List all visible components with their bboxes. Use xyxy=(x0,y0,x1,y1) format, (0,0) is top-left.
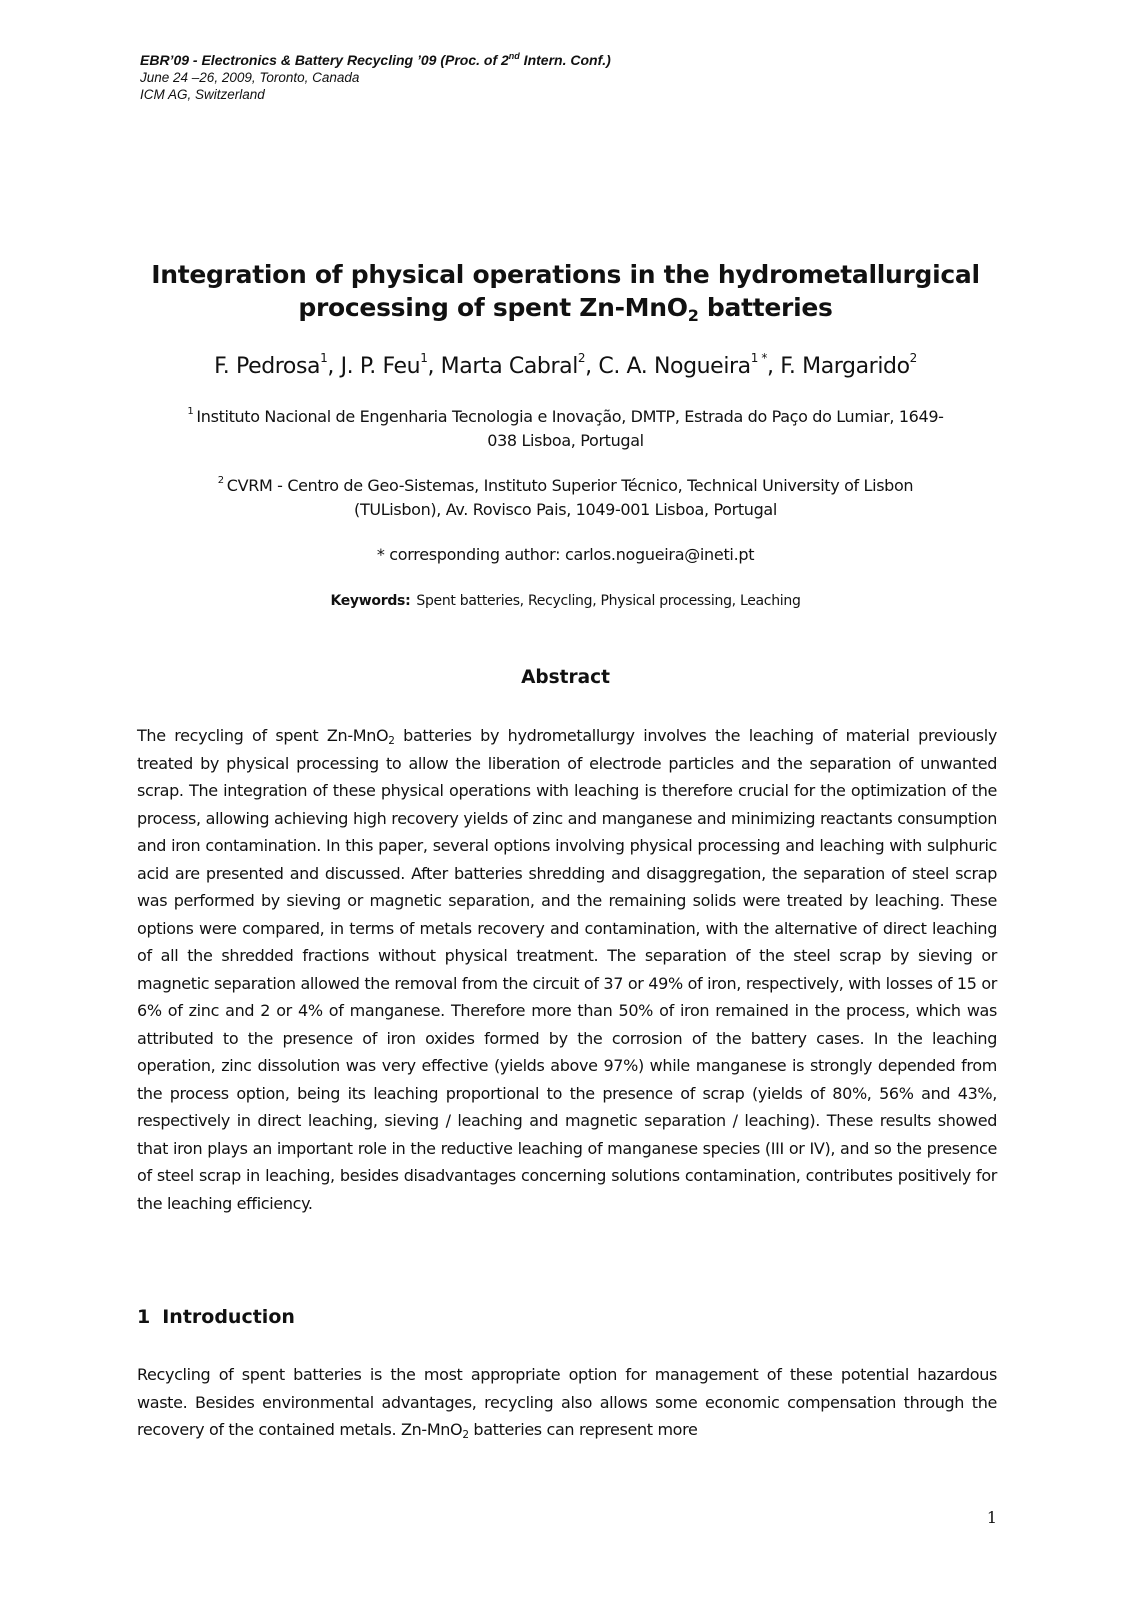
page-number: 1 xyxy=(986,1508,997,1527)
author-separator: , xyxy=(585,354,599,379)
affiliation-2-line2: (TULisbon), Av. Rovisco Pais, 1049-001 Lisboa, Portugal xyxy=(354,500,777,519)
author-affiliation-mark: 1 xyxy=(420,351,428,365)
abstract-body xyxy=(137,722,997,1217)
paper-title-line1: Integration of physical operations in the hydrometallurgical xyxy=(151,260,980,289)
author-name: F. Margarido xyxy=(780,354,910,379)
author-list xyxy=(0,353,1131,381)
keywords xyxy=(0,591,1131,611)
author-affiliation-mark: 1 xyxy=(320,351,328,365)
author-affiliation-mark: 2 xyxy=(909,351,917,365)
abstract-text-start: The recycling of spent Zn-MnO xyxy=(137,726,389,745)
author-affiliation-mark: 2 xyxy=(577,351,586,365)
affiliation-mark: 2 xyxy=(217,475,224,486)
paper-title-line2 xyxy=(0,291,1131,324)
section-heading-introduction xyxy=(137,1305,295,1329)
section-number: 1 xyxy=(137,1306,151,1328)
author-name: F. Pedrosa xyxy=(214,354,321,379)
section-title: Introduction xyxy=(162,1306,295,1328)
affiliation-2-line1 xyxy=(0,474,1131,498)
conference-title xyxy=(140,52,611,69)
conference-dates: June 24 –26, 2009, Toronto, Canada xyxy=(140,70,360,85)
introduction-body xyxy=(137,1361,997,1444)
abstract-heading: Abstract xyxy=(521,667,610,688)
conference-ordinal-sup: nd xyxy=(508,51,520,61)
affiliation-text: CVRM - Centro de Geo-Sistemas, Instituto Superior Técnico, Technical University of Lisbon xyxy=(226,476,914,495)
affiliation-mark: 1 xyxy=(187,406,194,417)
author-separator: , xyxy=(767,354,781,379)
paper-title-line2-text: processing of spent Zn-MnO xyxy=(298,293,688,322)
corresponding-author: * corresponding author: carlos.nogueira@ineti.pt xyxy=(376,545,755,564)
abstract-text-rest: batteries by hydrometallurgy involves the leaching of material previously treated by physical processing to allow the liberation of electrode particles and the separation of unwanted scrap. The integration of these physical operations with leaching is therefore crucial for the optimization of the process, allowing achieving high recovery yields of zinc and manganese and minimizing reactants consumption and iron contamination. In this paper, several options involving physical processing and leaching with sulphuric acid are presented and discussed. After batteries shredding and disaggregation, the separation of steel scrap was performed by sieving or magnetic separation, and the remaining solids were treated by leaching. These options were compared, in terms of metals recovery and contamination, with the alternative of direct leaching of all the shredded fractions without physical treatment. The separation of the steel scrap by sieving or magnetic separation allowed the removal from the circuit of 37 or 49% of iron, respectively, with losses of 15 or 6% of zinc and 2 or 4% of manganese. Therefore more than 50% of iron remained in the process, which was attributed to the presence of iron oxides formed by the corrosion of the battery cases. In the leaching operation, zinc dissolution was very effective (yields above 97%) while manganese is strongly depended from the process option, being its leaching proportional to the presence of scrap (yields of 80%, 56% and 43%, respectively in direct leaching, sieving / leaching and magnetic separation / leaching). These results showed that iron plays an important role in the reductive leaching of manganese species (III or IV), and so the presence of steel scrap in leaching, besides disadvantages concerning solutions contamination, contributes positively for the leaching efficiency. xyxy=(137,726,997,1213)
abstract-subscript: 2 xyxy=(388,735,395,747)
affiliation-1-line1 xyxy=(0,405,1131,429)
keywords-label: Keywords: xyxy=(330,593,411,609)
paper-title-line2-tail: batteries xyxy=(698,293,833,322)
conference-header xyxy=(140,52,611,103)
author-name: J. P. Feu xyxy=(340,354,421,379)
conference-publisher: ICM AG, Switzerland xyxy=(140,87,265,102)
affiliation-text: Instituto Nacional de Engenharia Tecnologia e Inovação, DMTP, Estrada do Paço do Lumiar, 1649- xyxy=(196,407,944,426)
introduction-text-rest: batteries can represent more xyxy=(468,1420,698,1439)
affiliation-2 xyxy=(0,474,1131,522)
introduction-text-start: Recycling of spent batteries is the most appropriate option for management of these potential hazardous waste. Besides environmental advantages, recycling also allows some economic compensation through the recovery of the contained metals. Zn-MnO xyxy=(137,1365,997,1439)
author-affiliation-mark: 1 * xyxy=(750,351,768,365)
introduction-subscript: 2 xyxy=(462,1429,469,1441)
conference-title-text: EBR’09 - Electronics & Battery Recycling ’09 (Proc. of 2 xyxy=(140,52,509,68)
paper-title xyxy=(0,258,1131,324)
paper-title-subscript: 2 xyxy=(687,306,699,325)
affiliation-1 xyxy=(0,405,1131,453)
keywords-text: Spent batteries, Recycling, Physical processing, Leaching xyxy=(416,593,801,609)
author-name: Marta Cabral xyxy=(440,354,578,379)
author-name: C. A. Nogueira xyxy=(598,354,751,379)
conference-title-tail: Intern. Conf.) xyxy=(519,52,611,68)
affiliation-1-line2: 038 Lisboa, Portugal xyxy=(487,431,644,450)
author-separator: , xyxy=(327,354,341,379)
author-separator: , xyxy=(427,354,441,379)
